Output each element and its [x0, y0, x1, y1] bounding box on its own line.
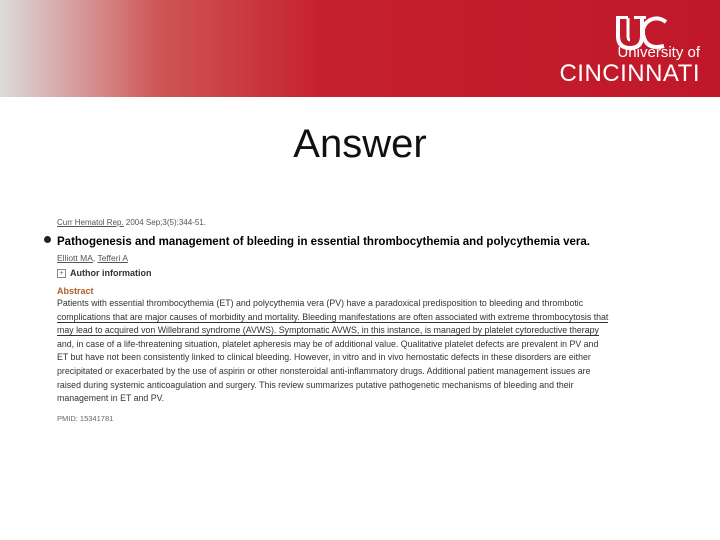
- abstract-heading: Abstract: [57, 286, 94, 296]
- article-screenshot: [57, 218, 657, 424]
- slide-title-text: Answer: [293, 122, 427, 166]
- citation-details: 2004 Sep;3(5):344-51.: [123, 218, 206, 227]
- author-information-label: Author information: [70, 268, 152, 278]
- abstract-body: [57, 297, 657, 406]
- pmid: PMID: 15341781: [57, 413, 114, 423]
- article-authors: [57, 252, 657, 264]
- slide-title: [0, 122, 720, 167]
- author-information-toggle[interactable]: [57, 267, 657, 279]
- journal-link[interactable]: Curr Hematol Rep.: [57, 218, 124, 227]
- author-link-elliott[interactable]: Elliott MA: [57, 253, 93, 263]
- abstract-line: ET but have not been consistently linked to clinical bleeding. However, in vitro and in vivo hemostatic defects in these disorders are either: [57, 352, 591, 363]
- logo-cincinnati: CINCINNATI: [559, 60, 700, 87]
- article-citation: [57, 218, 657, 230]
- abstract-line: management in ET and PV.: [57, 393, 165, 404]
- article-title: Pathogenesis and management of bleeding in essential thrombocythemia and polycythemia vera.: [57, 236, 590, 248]
- abstract-line: raised during systemic anticoagulation and surgery. This review summarizes putative pathogenetic mechanisms of bleeding and their: [57, 379, 574, 390]
- bullet-icon: [44, 236, 51, 243]
- abstract-line-underlined: complications that are major causes of morbidity and mortality. Bleeding manifestations are often associated with extreme thrombocytosis that: [57, 311, 609, 322]
- logo-university-of: University of: [617, 44, 700, 61]
- author-link-tefferi[interactable]: Tefferi A: [97, 253, 129, 263]
- abstract-line-underlined: may lead to acquired von Willebrand syndrome (AVWS). Symptomatic AVWS, in this instance, is managed by platelet cytoreductive therapy: [57, 325, 599, 336]
- abstract-line: precipitated or exacerbated by the use of aspirin or other nonsteroidal anti-inflammatory drugs. Additional patient management issues are: [57, 365, 591, 376]
- abstract-line: and, in case of a life-threatening situation, platelet apheresis may be of additional value. Qualitative platelet defects are prevalent in PV and: [57, 338, 599, 349]
- author-separator: ,: [92, 253, 98, 263]
- abstract-line: Patients with essential thrombocythemia (ET) and polycythemia vera (PV) have a paradoxical predisposition to bleeding and thrombotic: [57, 298, 584, 308]
- expand-plus-icon: +: [57, 269, 66, 278]
- header-banner: [0, 0, 720, 97]
- university-logo[interactable]: [550, 14, 700, 86]
